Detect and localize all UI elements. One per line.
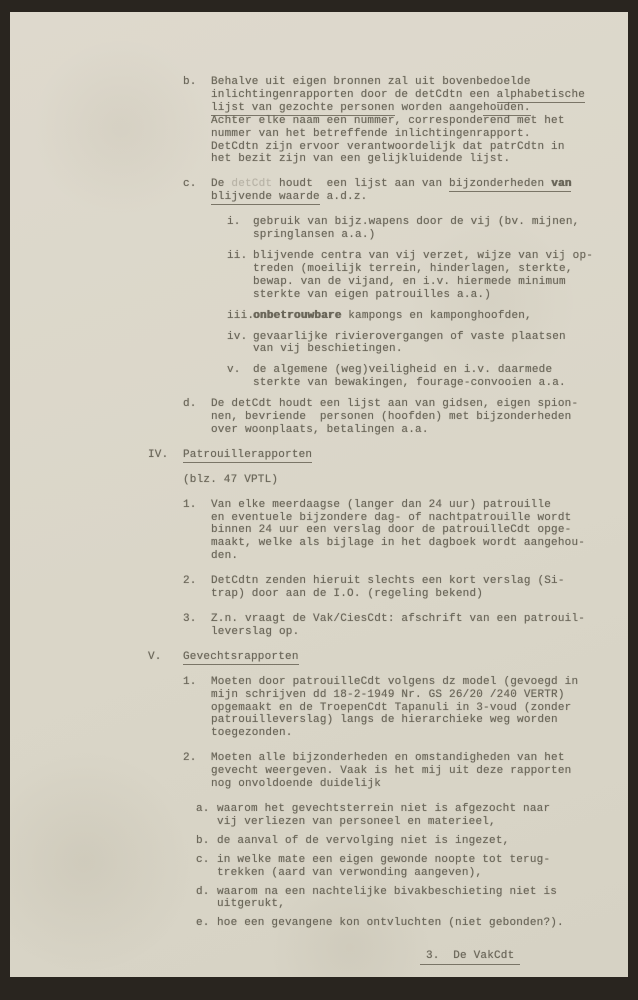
text-line [211, 512, 612, 525]
text-segment: gebruik van bijz.wapens door de vij (bv. mijnen, [253, 216, 580, 229]
item-lines [217, 917, 612, 930]
item-label: V. [148, 650, 162, 663]
text-line [211, 613, 612, 626]
text-segment: treden (moeilijk terrein, hinderlagen, sterkte, [253, 262, 573, 275]
text-line [217, 867, 612, 880]
text-segment: gevaarlijke rivierovergangen of vaste plaatsen [253, 330, 566, 343]
text-segment: Van elke meerdaagse (langer dan 24 uur) patrouille [211, 498, 552, 511]
text-segment: Moeten alle bijzonderheden en omstandigheden van het [211, 752, 565, 765]
content-block [196, 917, 612, 930]
text-line [217, 917, 612, 930]
text-segment: lijst van gezochte personen [211, 101, 395, 114]
item-label: d. [183, 398, 197, 411]
text-line [211, 626, 612, 639]
content-block [196, 803, 612, 829]
item-lines [217, 886, 612, 912]
text-line [211, 411, 612, 424]
item-lines [211, 613, 612, 639]
text-segment: onbetrouwbare [253, 309, 342, 322]
item-label: 1. [183, 498, 197, 511]
text-segment: den. [211, 550, 239, 563]
content-block [196, 854, 612, 880]
text-line [211, 141, 612, 154]
text-line [211, 102, 612, 115]
text-segment: DetCdtn zenden hieruit slechts een kort verslag (Si- [211, 575, 565, 588]
text-segment: opgemaakt en de TroepenCdt Tapanuli in 3-voud (zonder [211, 701, 572, 714]
text-line [217, 854, 612, 867]
text-line [253, 289, 612, 302]
text-segment: nog onvoldoende duidelijk [211, 778, 382, 791]
text-segment: toegezonden. [211, 727, 293, 740]
item-label: 2. [183, 752, 197, 765]
text-line [217, 886, 612, 899]
text-line [211, 765, 612, 778]
text-line [211, 575, 612, 588]
text-segment: trekken (aard van verwonding aangeven), [217, 866, 483, 879]
item-label: b. [196, 834, 210, 847]
text-segment: Moeten door patrouilleCdt volgens dz model (gevoegd in [211, 675, 579, 688]
item-lines [253, 331, 612, 357]
text-line [217, 803, 612, 816]
text-segment: 3. De VakCdt [420, 950, 520, 965]
content-block [196, 835, 612, 848]
content-block [183, 676, 612, 741]
item-label: 3. [183, 613, 197, 625]
text-segment: blijvende waarde [211, 191, 320, 204]
item-lines [217, 854, 612, 880]
text-line [217, 898, 612, 911]
text-segment: bewap. van de vijand, en i.v. hiermede minimum [253, 275, 566, 288]
item-lines [253, 216, 612, 242]
item-lines [183, 474, 612, 487]
text-line [253, 377, 612, 390]
item-label: 2. [183, 575, 197, 588]
text-line [253, 263, 612, 276]
text-segment: Z.n. vraagt de Vak/CiesCdt: afschrift van een patrouil- [211, 613, 586, 625]
text-line [420, 950, 612, 963]
text-line [253, 250, 612, 263]
text-line [211, 727, 612, 740]
text-line [211, 424, 612, 437]
item-lines [253, 310, 612, 323]
text-line [253, 331, 612, 344]
document-content [148, 76, 612, 963]
item-lines [183, 449, 612, 462]
content-block [183, 613, 612, 639]
text-line [183, 474, 612, 487]
text-segment: waarom na een nachtelijke bivakbeschieting niet is [217, 885, 558, 898]
item-lines [211, 752, 612, 791]
content-block [227, 310, 612, 323]
item-lines [211, 499, 612, 564]
text-line [253, 364, 612, 377]
text-line [217, 835, 612, 848]
text-segment: binnen 24 uur een verslag door de patrouilleCdt opge- [211, 524, 572, 537]
content-block [227, 331, 612, 357]
text-segment: in welke mate een eigen gewonde noopte tot terug- [217, 853, 551, 866]
text-segment: patrouilleverslag) langs de hierarchieke weg worden [211, 714, 558, 727]
text-line [211, 76, 612, 89]
text-segment: alphabetische [496, 88, 586, 101]
item-label: e. [196, 917, 210, 930]
text-segment: kampongs en kamponghoofden, [341, 309, 532, 322]
text-line [253, 310, 612, 323]
text-segment: (blz. 47 VPTL) [183, 473, 279, 486]
text-line [211, 752, 612, 765]
text-line [211, 778, 612, 791]
text-segment: detCdt [231, 178, 273, 191]
text-segment: sterkte van bewakingen, fourage-convooien a.a. [253, 377, 566, 390]
text-segment: van vij beschietingen. [253, 343, 403, 356]
text-line [211, 499, 612, 512]
text-line [253, 216, 612, 229]
text-line [253, 343, 612, 356]
signature-line [420, 950, 612, 963]
text-segment: over woonplaats, betalingen a.a. [211, 423, 429, 436]
content-block [183, 76, 612, 166]
text-line [211, 178, 612, 191]
text-line [211, 676, 612, 689]
content-block [183, 499, 612, 564]
text-line [211, 588, 612, 601]
item-label: iii. [227, 309, 255, 322]
text-line [211, 115, 612, 128]
text-line [211, 537, 612, 550]
section-heading [148, 449, 612, 462]
text-line [211, 702, 612, 715]
text-line [211, 128, 612, 141]
text-segment: bijzonderheden [449, 178, 552, 191]
text-line [253, 276, 612, 289]
text-segment: het bezit zijn van een gelijkluidende lijst. [211, 153, 511, 166]
text-segment: hoe een gevangene kon ontvluchten (niet gebonden?). [217, 917, 564, 930]
text-segment: waarom het gevechtsterrein niet is afgezocht naar [217, 802, 551, 815]
text-segment: de algemene (weg)veiligheid en i.v. daarmede [253, 364, 553, 377]
item-label: c. [196, 853, 210, 866]
content-block [227, 364, 612, 390]
section-heading [148, 651, 612, 664]
item-label: v. [227, 364, 241, 377]
item-lines [253, 364, 612, 390]
text-line [211, 153, 612, 166]
content-block [196, 886, 612, 912]
item-label: c. [183, 178, 197, 191]
text-segment: inlichtingenrapporten door de detCdtn een [211, 88, 497, 101]
text-segment: maakt, welke als bijlage in het dagboek wordt aangehou- [211, 537, 586, 550]
text-segment: trap) door aan de I.O. (regeling bekend) [211, 588, 484, 601]
item-lines [183, 651, 612, 664]
text-segment: nen, bevriende personen (hoofden) met bijzonderheden [211, 411, 572, 424]
item-lines [211, 398, 612, 437]
content-block [183, 575, 612, 601]
text-line [211, 689, 612, 702]
section-title: Patrouillerapporten [183, 448, 313, 461]
content-block [183, 398, 612, 437]
text-segment: van [551, 178, 572, 191]
text-line [211, 398, 612, 411]
content-block [227, 250, 612, 302]
content-block [227, 216, 612, 242]
text-segment: houdt een lijst aan van [272, 178, 450, 191]
text-segment: De [211, 178, 232, 191]
text-segment: vij verliezen van personeel en materieel, [217, 815, 496, 828]
text-segment: en eventuele bijzondere dag- of nachtpatrouille wordt [211, 511, 572, 524]
text-segment: de aanval of de vervolging niet is ingezet, [217, 834, 510, 847]
text-segment: houden. [483, 101, 531, 114]
document-page [10, 12, 628, 977]
content-block [183, 752, 612, 791]
text-segment: gevecht weergeven. Vaak is het mij uit deze rapporten [211, 765, 572, 778]
text-segment: Achter elke naam een nummer, corresponderend met het [211, 114, 565, 127]
text-line [211, 191, 612, 204]
item-lines [217, 835, 612, 848]
item-lines [217, 803, 612, 829]
text-segment: mijn schrijven dd 18-2-1949 Nr. GS 26/20 /240 VERTR) [211, 688, 565, 701]
text-segment: blijvende centra van vij verzet, wijze van vij op- [253, 249, 594, 262]
text-segment: a.d.z. [319, 191, 368, 204]
item-label: b. [183, 76, 197, 88]
content-block [183, 178, 612, 204]
text-segment: DetCdtn zijn ervoor verantwoordelijk dat patrCdtn in [211, 140, 565, 153]
item-label: IV. [148, 448, 169, 461]
content-block [183, 474, 612, 487]
text-segment: worden aange [394, 101, 484, 114]
text-segment: springlansen a.a.) [253, 229, 376, 242]
text-segment: uitgerukt, [217, 898, 286, 911]
item-lines [211, 76, 612, 166]
text-segment: De detCdt houdt een lijst aan van gidsen, eigen spion- [211, 398, 579, 411]
text-segment: sterkte van eigen patrouilles a.a.) [253, 288, 492, 301]
item-label: ii. [227, 249, 248, 262]
text-segment: nummer van het betreffende inlichtingenrapport. [211, 127, 531, 140]
text-segment: leverslag op. [211, 625, 300, 638]
item-label: iv. [227, 330, 248, 343]
text-segment: Behalve uit eigen bronnen zal uit bovenbedoelde [211, 76, 531, 88]
item-lines [211, 676, 612, 741]
item-label: 1. [183, 675, 197, 688]
text-line [217, 816, 612, 829]
item-lines [211, 575, 612, 601]
item-label: i. [227, 216, 241, 229]
text-line [183, 449, 612, 462]
text-line [211, 550, 612, 563]
section-title: Gevechtsrapporten [183, 650, 299, 663]
text-line [253, 229, 612, 242]
item-lines [253, 250, 612, 302]
text-line [211, 89, 612, 102]
text-line [211, 714, 612, 727]
item-label: a. [196, 802, 210, 815]
item-label: d. [196, 885, 210, 898]
item-lines [211, 178, 612, 204]
text-line [183, 651, 612, 664]
text-line [211, 524, 612, 537]
